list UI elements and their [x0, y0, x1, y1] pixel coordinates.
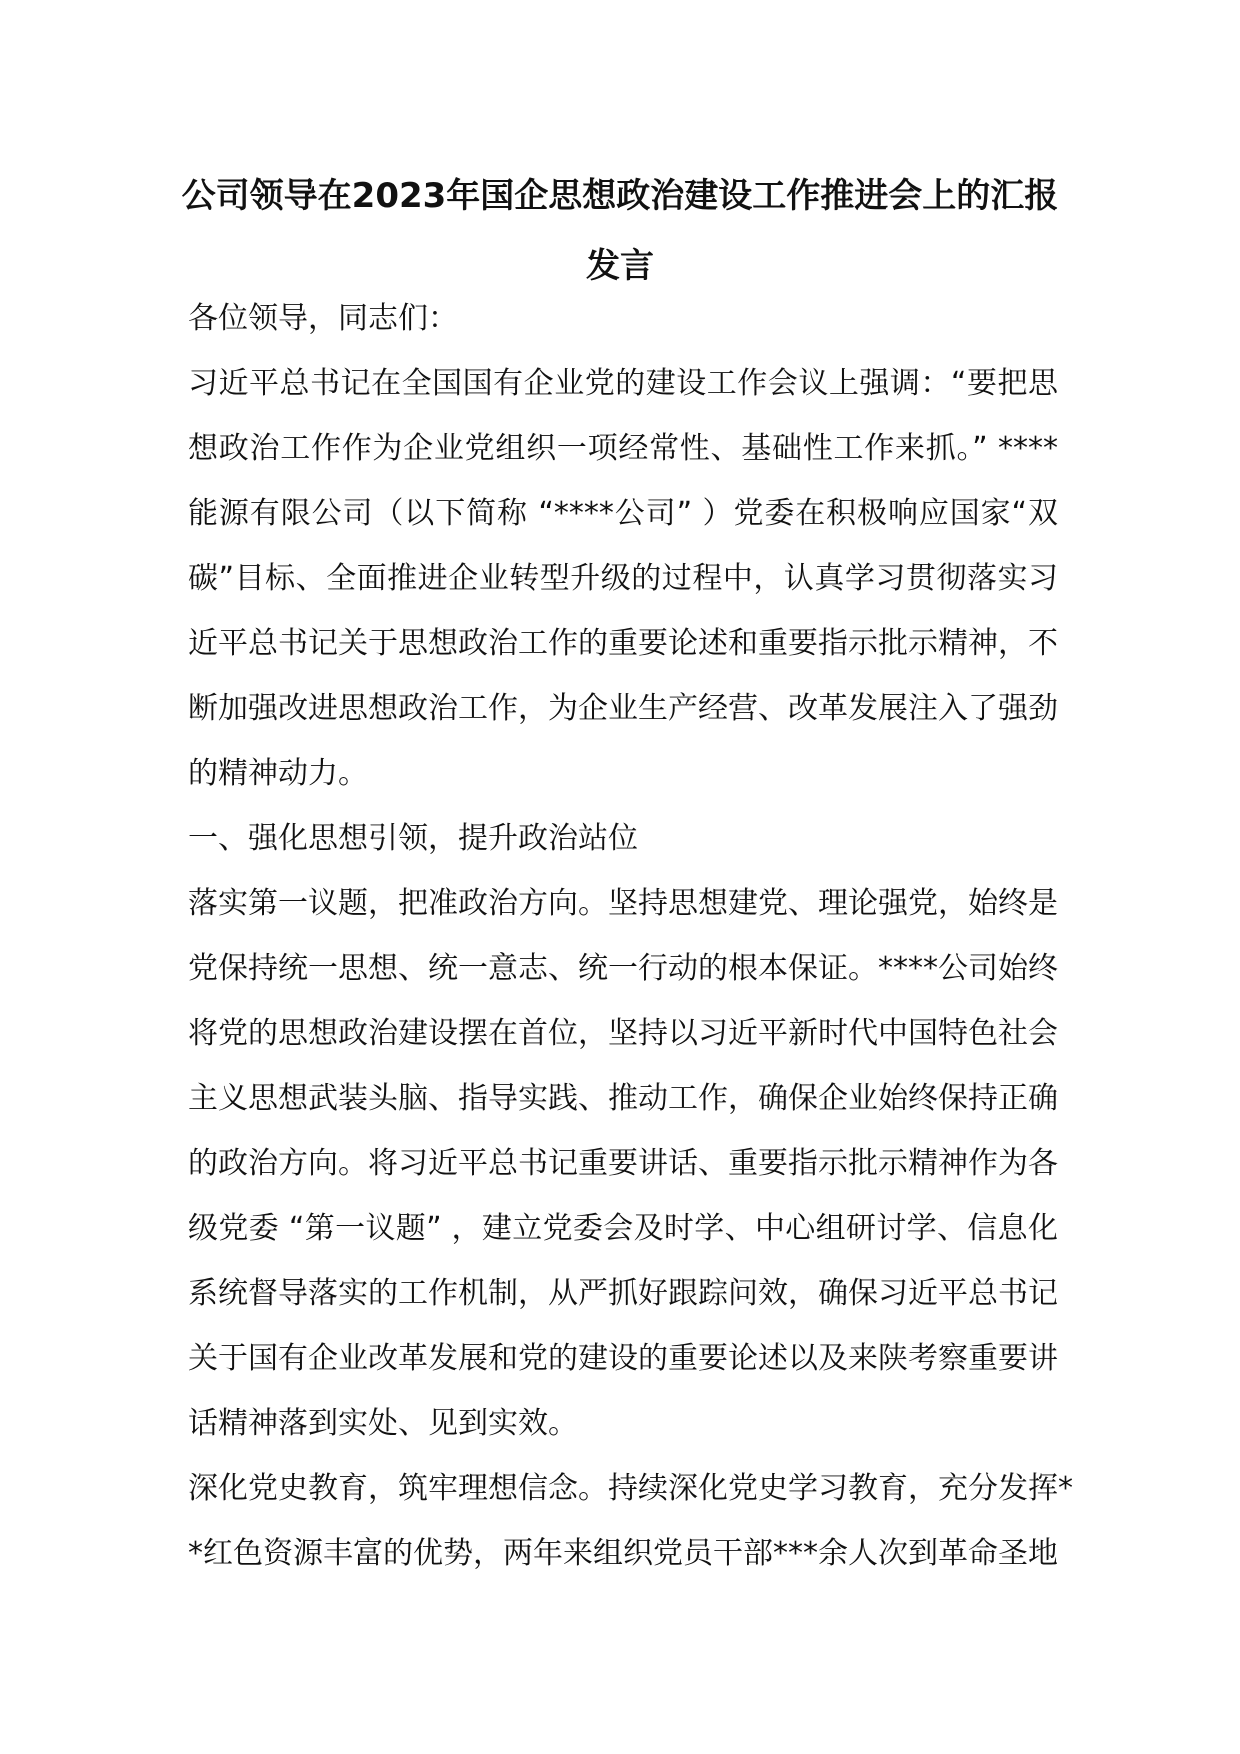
body-line: 近平总书记关于思想政治工作的重要论述和重要指示批示精神，不 [188, 626, 1058, 661]
body-line: *红色资源丰富的优势，两年来组织党员干部***余人次到革命圣地 [188, 1536, 1058, 1571]
body-line: 能源有限公司（以下简称 “****公司” ）党委在积极响应国家“双 [188, 496, 1058, 531]
body-line: 落实第一议题，把准政治方向。坚持思想建党、理论强党，始终是 [188, 886, 1058, 921]
body-line: 级党委 “第一议题” ，建立党委会及时学、中心组研讨学、信息化 [188, 1211, 1058, 1246]
body-line: 的政治方向。将习近平总书记重要讲话、重要指示批示精神作为各 [188, 1146, 1058, 1181]
body-line: 关于国有企业改革发展和党的建设的重要论述以及来陕考察重要讲 [188, 1341, 1058, 1376]
body-line: 习近平总书记在全国国有企业党的建设工作会议上强调：“要把思 [188, 366, 1058, 401]
body-line: 将党的思想政治建设摆在首位，坚持以习近平新时代中国特色社会 [188, 1016, 1058, 1051]
document-body [188, 286, 1073, 1586]
body-line: 系统督导落实的工作机制，从严抓好跟踪问效，确保习近平总书记 [188, 1276, 1058, 1311]
body-line: 党保持统一思想、统一意志、统一行动的根本保证。****公司始终 [188, 951, 1058, 986]
body-line: 各位领导，同志们： [188, 301, 458, 336]
body-line: 主义思想武装头脑、指导实践、推动工作，确保企业始终保持正确 [188, 1081, 1058, 1116]
document-title-line-1: 公司领导在2023年国企思想政治建设工作推进会上的汇报 [181, 176, 1059, 216]
body-line: 想政治工作作为企业党组织一项经常性、基础性工作来抓。” **** [188, 431, 1058, 466]
section-heading: 一、强化思想引领，提升政治站位 [188, 821, 638, 856]
body-line: 深化党史教育，筑牢理想信念。持续深化党史学习教育，充分发挥* [188, 1471, 1073, 1506]
body-line: 话精神落到实处、见到实效。 [188, 1406, 578, 1441]
document-title-line-2: 发言 [586, 246, 654, 286]
body-line: 断加强改进思想政治工作，为企业生产经营、改革发展注入了强劲 [188, 691, 1058, 726]
body-line: 的精神动力。 [188, 756, 368, 791]
body-line: 碳”目标、全面推进企业转型升级的过程中，认真学习贯彻落实习 [188, 561, 1058, 596]
